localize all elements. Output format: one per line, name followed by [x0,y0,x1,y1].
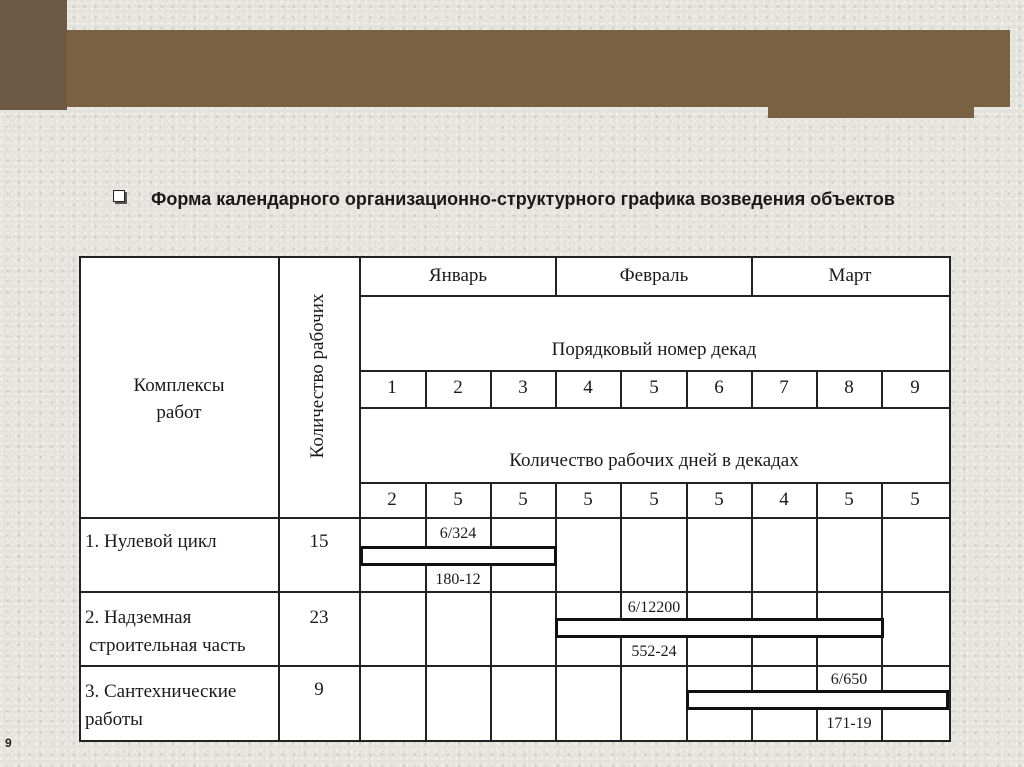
grid-line [360,295,949,297]
schedule-table [79,256,951,742]
gantt-top-label: 6/324 [439,525,477,542]
header-works: Комплексы работ [133,375,225,423]
gantt-bottom-label: 552-24 [631,643,677,660]
grid-line [490,482,492,740]
grid-line [620,370,622,408]
gantt-bottom-label: 171-19 [826,715,872,732]
grid-line [425,370,427,408]
work-name: 1. Нулевой цикл [85,531,217,552]
decade-number: 6 [714,377,724,398]
gantt-bar [686,690,949,710]
workers-count: 15 [309,531,329,552]
gantt-bar [360,546,557,566]
month-label: Январь [428,265,488,286]
grid-line [360,407,949,409]
month-label: Март [828,265,872,286]
header-workers: Количество рабочих [307,293,328,459]
grid-line [278,258,280,740]
grid-line [360,370,949,372]
decade-number: 8 [844,377,854,398]
header-decor-underline [768,107,974,118]
grid-line [816,370,818,408]
gantt-bar [555,618,884,638]
slide-number: 9 [5,736,12,750]
header-decor-left [0,0,67,110]
workers-count: 9 [314,679,324,700]
grid-line [555,482,557,740]
days-value: 5 [583,489,593,510]
grid-line [881,370,883,408]
days-value: 4 [779,489,789,510]
grid-line [686,370,688,408]
gantt-top-label: 6/12200 [627,599,681,616]
decade-number: 3 [518,377,528,398]
grid-line [359,258,361,740]
work-name: 2. Надземная [85,607,192,628]
grid-line [555,370,557,408]
slide-title: Форма календарного организационно-структурного графика возведения объектов [151,189,895,209]
decade-number: 7 [779,377,789,398]
days-value: 5 [714,489,724,510]
days-label: Количество рабочих дней в декадах [509,450,799,471]
workers-count: 23 [309,607,329,628]
work-name: строительная часть [89,635,246,656]
decade-number: 2 [453,377,463,398]
decade-number: 5 [649,377,659,398]
work-name: 3. Сантехнические [85,681,237,702]
days-value: 2 [387,489,397,510]
grid-line [425,482,427,740]
decade-number: 4 [583,377,593,398]
grid-line [81,517,949,519]
gantt-bottom-label: 180-12 [435,571,481,588]
days-value: 5 [518,489,528,510]
days-value: 5 [910,489,920,510]
grid-line [81,591,949,593]
work-name: работы [85,709,143,730]
grid-line [751,258,753,295]
grid-line [620,482,622,740]
days-value: 5 [844,489,854,510]
decade-number: 1 [387,377,397,398]
grid-line [81,665,949,667]
decade-number: 9 [910,377,920,398]
grid-line [490,370,492,408]
days-value: 5 [453,489,463,510]
grid-line [751,370,753,408]
month-label: Февраль [619,265,689,286]
grid-line [555,258,557,295]
grid-line [360,482,949,484]
gantt-top-label: 6/650 [830,671,868,688]
checkbox-bullet-icon [113,190,125,202]
days-value: 5 [649,489,659,510]
decade-number-label: Порядковый номер декад [551,339,757,360]
header-decor-bar [67,30,1010,107]
